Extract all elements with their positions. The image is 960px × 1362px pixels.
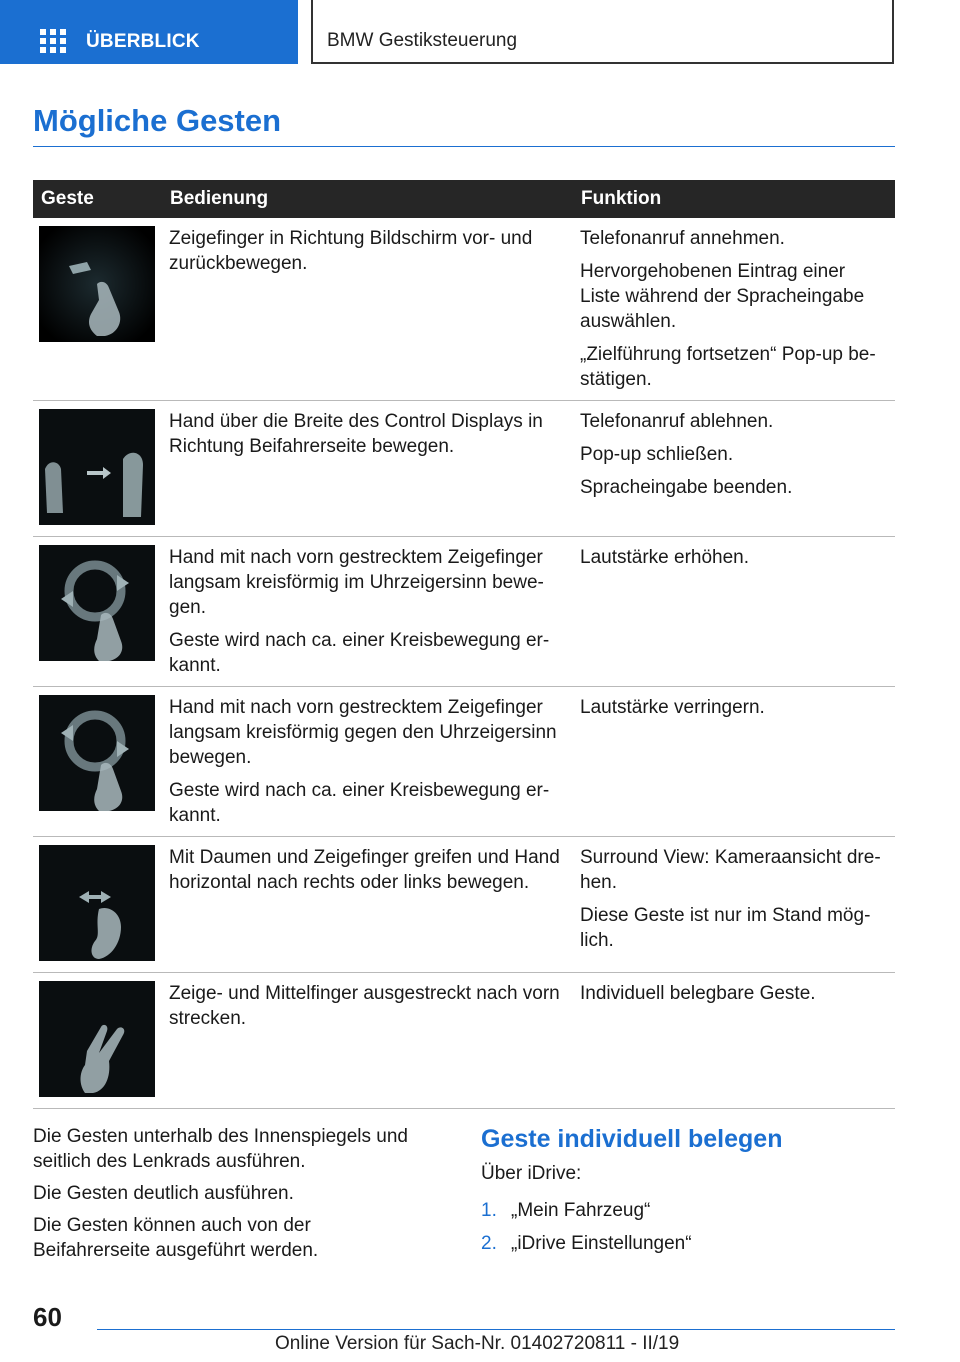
gesture-cell bbox=[33, 973, 162, 1109]
function-text: Telefonanruf annehmen. bbox=[580, 228, 785, 249]
note-text: Die Gesten können auch von der Beifahrerseite ausgeführt werden. bbox=[33, 1215, 319, 1261]
gesture-cell bbox=[33, 537, 162, 687]
overview-tab-label: ÜBERBLICK bbox=[86, 31, 200, 52]
table-row bbox=[33, 218, 895, 401]
hand-swipe-gesture-icon bbox=[39, 409, 155, 525]
footer-divider bbox=[97, 1329, 895, 1330]
function-text: Surround View: Kameraansicht drehen. bbox=[580, 847, 881, 893]
note-text: Die Gesten deutlich ausführen. bbox=[33, 1183, 294, 1204]
circle-counterclockwise-gesture-icon bbox=[39, 695, 155, 811]
table-row bbox=[33, 537, 895, 687]
section-heading: Geste individuell belegen bbox=[481, 1125, 783, 1153]
operation-text: Zeigefinger in Richtung Bildschirm vor- und zurückbewegen. bbox=[169, 228, 533, 274]
table-row bbox=[33, 401, 895, 537]
function-cell bbox=[573, 687, 895, 837]
gesture-cell bbox=[33, 837, 162, 973]
step-number: 1. bbox=[481, 1200, 497, 1221]
function-text: „Zielführung fortsetzen“ Pop-up bestätigen. bbox=[580, 344, 876, 390]
gesture-table bbox=[33, 180, 895, 1109]
function-cell bbox=[573, 537, 895, 687]
table-row bbox=[33, 837, 895, 973]
page-number: 60 bbox=[33, 1302, 62, 1332]
footer-text: Online Version für Sach-Nr. 01402720811 - II/19 bbox=[275, 1333, 680, 1354]
function-text: Spracheingabe beenden. bbox=[580, 477, 793, 498]
intro-text: Über iDrive: bbox=[481, 1163, 582, 1184]
function-cell bbox=[573, 218, 895, 401]
gesture-cell bbox=[33, 687, 162, 837]
page-title: Mögliche Gesten bbox=[33, 103, 282, 138]
operation-cell bbox=[162, 537, 573, 687]
step-number: 2. bbox=[481, 1233, 497, 1254]
circle-clockwise-gesture-icon bbox=[39, 545, 155, 661]
title-divider bbox=[33, 146, 895, 147]
table-row bbox=[33, 687, 895, 837]
gesture-cell bbox=[33, 401, 162, 537]
custom-gesture-section bbox=[481, 1124, 895, 1264]
header-geste: Geste bbox=[33, 180, 162, 218]
step-text: „Mein Fahrzeug“ bbox=[511, 1200, 651, 1221]
operation-text: Zeige- und Mittelfinger ausgestreckt nach vorn strecken. bbox=[169, 983, 560, 1029]
function-cell bbox=[573, 401, 895, 537]
steps-list bbox=[481, 1198, 895, 1256]
operation-text: Hand mit nach vorn gestrecktem Zeigefinger langsam kreisförmig gegen den Uhrzeigersinn bewegen. bbox=[169, 697, 557, 768]
table-header-row bbox=[33, 180, 895, 218]
header-funktion: Funktion bbox=[573, 180, 895, 218]
pinch-rotate-gesture-icon bbox=[39, 845, 155, 961]
operation-text: Geste wird nach ca. einer Kreisbewegung erkannt. bbox=[169, 780, 550, 826]
note-text: Die Gesten unterhalb des Innenspiegels und seitlich des Lenkrads ausführen. bbox=[33, 1126, 408, 1172]
header-bedienung: Bedienung bbox=[162, 180, 573, 218]
step-text: „iDrive Einstellungen“ bbox=[511, 1233, 692, 1254]
section-title-box bbox=[311, 0, 894, 64]
function-text: Lautstärke verringern. bbox=[580, 697, 765, 718]
operation-text: Hand über die Breite des Control Displays in Richtung Beifahrerseite bewegen. bbox=[169, 411, 543, 457]
operation-cell bbox=[162, 218, 573, 401]
operation-text: Mit Daumen und Zeigefinger greifen und Hand horizontal nach rechts oder links bewegen. bbox=[169, 847, 560, 893]
operation-text: Geste wird nach ca. einer Kreisbewegung erkannt. bbox=[169, 630, 550, 676]
function-text: Pop-up schließen. bbox=[580, 444, 734, 465]
function-text: Hervorgehobenen Eintrag einer Liste während der Spracheingabe auswählen. bbox=[580, 261, 865, 332]
operation-cell bbox=[162, 401, 573, 537]
function-text: Telefonanruf ablehnen. bbox=[580, 411, 774, 432]
function-text: Individuell belegbare Geste. bbox=[580, 983, 816, 1004]
function-cell bbox=[573, 837, 895, 973]
overview-tab[interactable] bbox=[0, 0, 298, 64]
two-finger-gesture-icon bbox=[39, 981, 155, 1097]
function-cell bbox=[573, 973, 895, 1109]
grid-icon bbox=[40, 29, 66, 53]
gesture-cell bbox=[33, 218, 162, 401]
usage-notes bbox=[33, 1124, 433, 1270]
operation-text: Hand mit nach vorn gestrecktem Zeigefinger langsam kreisförmig im Uhrzeigersinn bewegen. bbox=[169, 547, 544, 618]
section-title: BMW Gestiksteuerung bbox=[327, 30, 518, 51]
list-item bbox=[481, 1231, 895, 1256]
operation-cell bbox=[162, 687, 573, 837]
function-text: Diese Geste ist nur im Stand möglich. bbox=[580, 905, 871, 951]
finger-tap-gesture-icon bbox=[39, 226, 155, 342]
operation-cell bbox=[162, 973, 573, 1109]
operation-cell bbox=[162, 837, 573, 973]
table-row bbox=[33, 973, 895, 1109]
function-text: Lautstärke erhöhen. bbox=[580, 547, 750, 568]
list-item bbox=[481, 1198, 895, 1223]
